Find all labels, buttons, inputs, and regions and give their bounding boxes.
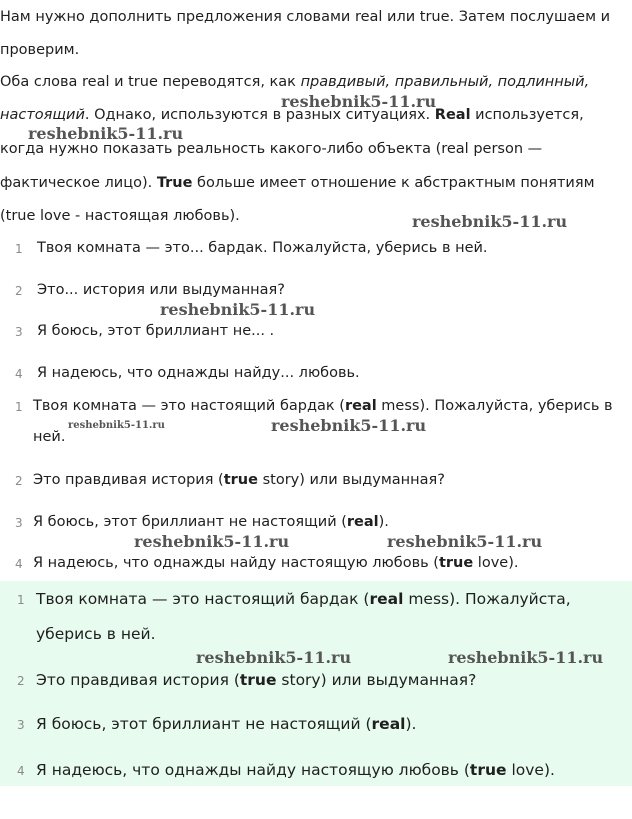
- intro-italic: настоящий: [0, 107, 85, 123]
- answer-item-continuation: ней.: [33, 429, 66, 445]
- intro-text: используется,: [470, 107, 584, 123]
- watermark: reshebnik5-11.ru: [134, 532, 290, 551]
- watermark: reshebnik5-11.ru: [271, 416, 427, 435]
- answer-keyword: real: [371, 715, 406, 733]
- watermark: reshebnik5-11.ru: [412, 212, 568, 231]
- intro-line-7: (true love - настоящая любовь).: [0, 208, 240, 224]
- answer-number: 3: [15, 516, 23, 530]
- answer-number: 3: [17, 718, 25, 732]
- watermark: reshebnik5-11.ru: [387, 532, 543, 551]
- intro-bold: Real: [434, 107, 471, 123]
- exercise-item: Твоя комната — это... бардак. Пожалуйста, уберись в ней.: [37, 240, 488, 256]
- answer-text: love).: [506, 761, 555, 779]
- watermark: reshebnik5-11.ru: [68, 420, 165, 431]
- exercise-number: 1: [15, 242, 23, 256]
- answer-number: 4: [15, 557, 23, 571]
- exercise-number: 3: [15, 325, 23, 339]
- answer-number: 2: [17, 674, 25, 688]
- answer-item-continuation: уберись в ней.: [36, 625, 156, 643]
- answer-text: love).: [473, 555, 519, 571]
- exercise-number: 4: [15, 367, 23, 381]
- answer-keyword: true: [223, 472, 258, 488]
- answer-text: Я надеюсь, что однажды найду настоящую любовь (: [36, 761, 470, 779]
- watermark: reshebnik5-11.ru: [160, 300, 316, 319]
- watermark: reshebnik5-11.ru: [196, 648, 352, 667]
- answer-item: [36, 715, 416, 733]
- intro-line-5: когда нужно показать реальность какого-либо объекта (real person —: [0, 141, 543, 157]
- answer-keyword: real: [369, 590, 404, 608]
- answer-item: [33, 555, 518, 571]
- answer-text: mess). Пожалуйста,: [403, 590, 571, 608]
- answer-item: [36, 761, 555, 779]
- answer-item: [36, 671, 476, 689]
- exercise-item: Я боюсь, этот бриллиант не... .: [37, 323, 275, 339]
- answer-number: 1: [15, 400, 23, 414]
- answer-text: ).: [405, 715, 417, 733]
- exercise-item: Это... история или выдуманная?: [37, 282, 285, 298]
- intro-text: Оба слова real и true переводятся, как: [0, 74, 301, 90]
- answer-text: Я надеюсь, что однажды найду настоящую любовь (: [33, 555, 439, 571]
- intro-italic: правдивый, правильный, подлинный,: [300, 74, 590, 90]
- answer-text: Твоя комната — это настоящий бардак (: [33, 398, 345, 414]
- intro-bold: True: [156, 175, 193, 191]
- exercise-item: Я надеюсь, что однажды найду... любовь.: [37, 365, 360, 381]
- answer-text: story) или выдуманная?: [276, 671, 477, 689]
- answer-item: [36, 590, 571, 608]
- answer-number: 2: [15, 474, 23, 488]
- intro-text: больше имеет отношение к абстрактным понятиям: [192, 175, 595, 191]
- answer-keyword: real: [344, 398, 377, 414]
- watermark: reshebnik5-11.ru: [281, 92, 437, 111]
- answer-text: story) или выдуманная?: [257, 472, 445, 488]
- intro-line-3: [0, 74, 589, 90]
- intro-line-6: [0, 175, 595, 191]
- intro-line-2: проверим.: [0, 42, 80, 58]
- answer-text: Я боюсь, этот бриллиант не настоящий (: [33, 514, 347, 530]
- answer-keyword: true: [239, 671, 277, 689]
- answer-text: Это правдивая история (: [36, 671, 240, 689]
- answer-keyword: true: [469, 761, 507, 779]
- intro-text: . Однако, используются в разных ситуациях.: [84, 107, 435, 123]
- watermark: reshebnik5-11.ru: [28, 124, 184, 143]
- answer-item: [33, 472, 445, 488]
- answer-number: 4: [17, 764, 25, 778]
- answer-item: [33, 398, 613, 414]
- answer-item: [33, 514, 389, 530]
- watermark: reshebnik5-11.ru: [448, 648, 604, 667]
- answer-text: Я боюсь, этот бриллиант не настоящий (: [36, 715, 372, 733]
- intro-text: фактическое лицо).: [0, 175, 157, 191]
- answer-number: 1: [17, 593, 25, 607]
- answer-text: Твоя комната — это настоящий бардак (: [36, 590, 370, 608]
- answer-text: ).: [378, 514, 389, 530]
- answer-keyword: true: [438, 555, 474, 571]
- intro-line-1: Нам нужно дополнить предложения словами real или true. Затем послушаем и: [0, 9, 611, 25]
- answer-text: Это правдивая история (: [33, 472, 224, 488]
- answer-keyword: real: [346, 514, 379, 530]
- exercise-number: 2: [15, 284, 23, 298]
- answer-text: mess). Пожалуйста, уберись в: [376, 398, 613, 414]
